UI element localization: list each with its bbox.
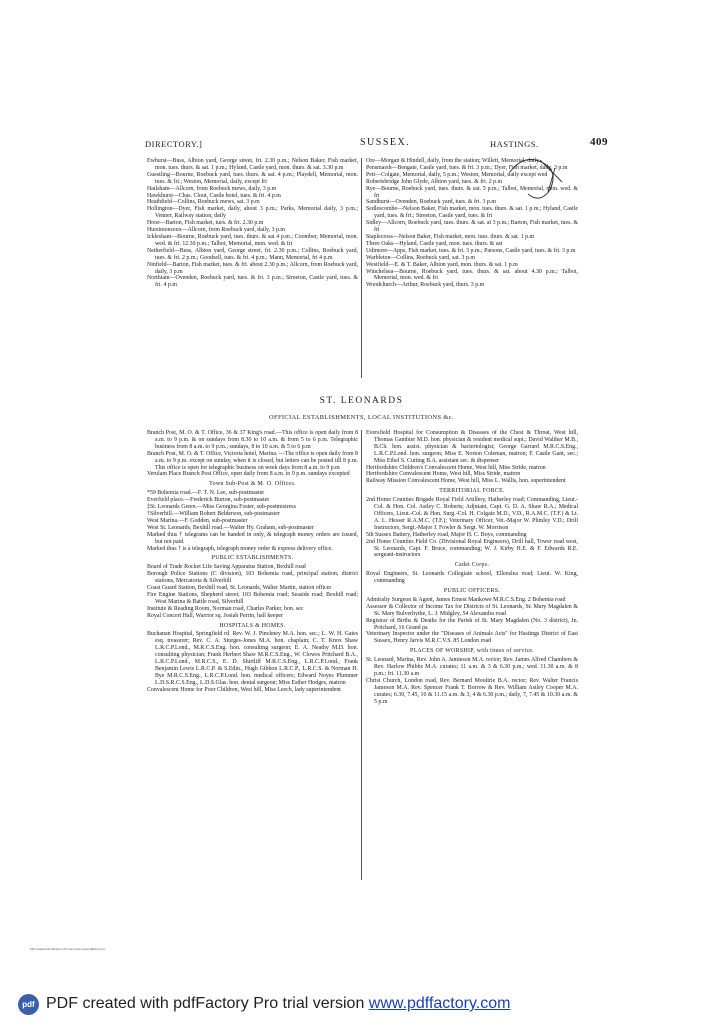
places-of-worship-heading: PLACES OF WORSHIP, with times of service. xyxy=(409,648,535,655)
sub-office-entry: Marked thus † is a telegraph, telegraph money order & express delivery office. xyxy=(147,545,333,552)
post-office-entry: Branch Post, M. O. & T. Office, Victoria hotel, Marina. —The office is open daily from 8 a.m. to 9 p.m. except on sunday, when it is closed, but letters can be posted till 8 p.m. This office is open for telegraphic business on week days from 8 a.m. to 9 p.m xyxy=(147,450,358,471)
carrier-entry: Three Oaks—Hyland, Castle yard, mon. tues. thurs. & sat xyxy=(366,240,503,247)
st-leonards-column-right xyxy=(366,430,578,706)
public-officers-list xyxy=(366,597,578,645)
territorial-list xyxy=(366,497,578,559)
footer-notice xyxy=(46,995,510,1013)
carrier-entry: Hollington—Dyer, Fish market, daily, about 3 p.m.; Parks, Memorial daily, 3 p.m.; Venner, Railway station, daily xyxy=(147,206,358,220)
cadet-heading: Cadet Corps. xyxy=(454,562,490,569)
sub-office-entry: Marked thus † telegrams can be handed in only, & telegraph money orders are issued, but not paid. xyxy=(147,531,358,545)
cadet-list xyxy=(366,571,578,585)
hospital-entry: Buchanan Hospital, Springfield rd. Rev. W. J. Pinckney M.A. hon. sec.; L. W. H. Gates esq. treasurer; Rev. C. A. Sturges-Jones M.A. hon. chaplain; C. T. Knox Shaw L.R.C.P.Lond., M.R.C.S.Eng. hon. consulting surgeon; E. A. Neathy M.D. hon. consulting physician; Frank Herbert Shaw M.R.C.S.Eng., W. Clowes Pritchard B.A., L.R.C.P.Lond., M.R.C.S., E. D. Shirtliff M.R.C.S.Eng., L.R.C.P.Lond., Frank Benjamin Lewis L.R.C.P. & S.Edin., Hugh Gibbon L.R.C.P., L.R.C.S. & Norman H. Bye M.R.C.S.Eng., L.R.C.P.Lond. hon. medical officers; Edward Noyes Plummer L.D.S.R.C.S.Eng., L.D.S.Glas. hon. dental surgeon; Miss Esther Hodges, matron xyxy=(147,631,358,686)
hospital-entry: Railway Mission Convalescent Home, West hill, Miss L. Wallis, hon. superintendent xyxy=(366,478,566,485)
carrier-entry: Rye—Bourne, Roebuck yard, tues. thurs. & sat. 5 p.m.; Talbot, Memorial, mon. wed. & fri xyxy=(366,185,578,199)
carrier-entry: Hurstmonceux—Allcorn, from Roebuck yard, daily, 3 p.m xyxy=(147,227,286,234)
header-left: DIRECTORY.] xyxy=(145,139,203,149)
carrier-entry: Ewhurst—Buss, Albion yard, George street, fri. 2.30 p.m.; Nelson Baker, Fish market, mon. tues. thurs. & sat. 1 p.m.; Hyland, Castle yard, mon. thurs. & sat. 3.30 p.m xyxy=(147,158,358,171)
carrier-entry: Pensmarsh—Bengate, Castle yard, tues. & fri. 3 p.m.; Dyer, Fish market, daily, 3 p.m xyxy=(366,164,568,171)
hospital-entry: Hertfordshire Convalescent Home, West hill, Miss Stride, matron xyxy=(366,471,521,478)
st-leonards-column-left xyxy=(147,430,358,694)
section-subtitle: OFFICIAL ESTABLISHMENTS, LOCAL INSTITUTIONS &c. xyxy=(268,414,455,421)
pdffactory-link[interactable]: www.pdffactory.com xyxy=(368,995,511,1012)
establishment-entry: Borough Police Stations (C division), 103 Bohemia road, principal station; district stations, Mercatoria & Silverhill xyxy=(147,571,358,585)
territorial-entry: 5th Sussex Battery, Hatherley road, Major H. C. Boys, commanding xyxy=(366,531,527,538)
worship-entry: St. Leonard, Marina, Rev. John A. Jamieson M.A. rector; Rev. James Alfred Chambers & Rev. Harlow Phibbs M.A. curates; 11 a.m. & 3 & 6.30 p.m.; wed. 11.30 a.m. & 8 p.m.; fri. 11.30 a.m xyxy=(366,657,578,677)
carrier-entry: Hailsham—Allcorn, from Roebuck mews, daily, 3 p.m xyxy=(147,185,277,192)
hospital-entry: Convalescent Home for Poor Children, West hill, Miss Leech, lady superintendent xyxy=(147,686,341,693)
sub-office-entry: ‡St. Leonards Green.—Miss Georgina Foster, sub-postmistress xyxy=(147,504,296,511)
carrier-entry: Udimore—Apps, Fish market, tues. & fri. 3 p.m.; Parsons, Castle yard, tues. & fri. 3 p.m xyxy=(366,247,576,254)
carrier-entry: Sandhurst—Ovenden, Roebuck yard, tues. & fri. 3 p.m xyxy=(366,199,496,206)
territorial-heading: TERRITORIAL FORCE. xyxy=(439,488,505,495)
carrier-entry: Staplecross—Nelson Baker, Fish market, mon. tues. thurs. & sat. 1 p.m xyxy=(366,233,535,240)
territorial-entry: 2nd Home Counties Field Co. (Divisional Royal Engineers), Drill hall, Tower road west, St. Leonards, Capt. F. Bruce, commanding; W. J. Kirby H.E. & F. Edwards R.E. sergeant-instructors xyxy=(366,538,578,559)
header-town: HASTINGS. xyxy=(490,139,539,149)
sub-office-entry: West St. Leonards, Bexhill road.—Walter Hy. Graham, sub-postmaster xyxy=(147,524,314,531)
carrier-entry: Westfield—E. & T. Baker, Albion yard, mon. thurs. & sat. 1 p.m xyxy=(366,261,518,268)
establishment-entry: Coast Guard Station, Bexhill road, St. Leonards, Walter Martin, station officer xyxy=(147,585,332,592)
carrier-entry: Warbleton—Collins, Roebuck yard, sat. 3 p.m xyxy=(366,254,475,261)
establishment-entry: Institute & Reading Room, Norman road, Charles Parker, hon. sec xyxy=(147,605,304,612)
carrier-entry: Woodchurch—Arthur, Roebuck yard, thurs. 3 p.m xyxy=(366,282,485,289)
footer-text: PDF created with pdfFactory Pro trial version xyxy=(46,995,369,1012)
officer-entry: Registrar of Births & Deaths for the Parish of St. Mary Magdalen (No. 3 district), Jn. Pritchard, 16 Grand pa xyxy=(366,617,578,631)
places-of-worship-list xyxy=(366,657,578,705)
sub-offices-list xyxy=(147,490,358,552)
officer-entry: Admiralty Surgeon & Agent, James Ernest Mankowe M.R.C.S.Eng. 2 Bohemia road xyxy=(366,596,566,603)
column-rule-top xyxy=(361,158,362,378)
officer-entry: Veterinary Inspector under the "Diseases of Animals Acts" for Hastings District of East Sussex, Henry Jarvis M.R.C.V.S. 85 London road xyxy=(366,631,578,645)
page-number: 409 xyxy=(590,136,608,148)
establishment-entry: Fire Engine Stations, Shepherd street; 103 Bohemia road; Seaside road; Bexhill road; West Marina & Battle road, Silverhill xyxy=(147,591,358,605)
carrier-entry: Northiam—Ovenden, Roebuck yard, tues. & fri. 3 p.m.; Streeton, Castle yard, tues. & fri. 4 p.m xyxy=(147,275,358,289)
column-rule-bottom xyxy=(361,430,362,880)
hospitals-list xyxy=(147,631,358,693)
carrier-entry: Ninfield—Barton, Fish market, tues. & fri. about 2.30 p.m.; Allcorn, from Roebuck yard, daily, 3 p.m xyxy=(147,261,358,275)
pdf-logo-icon: pdf xyxy=(18,994,39,1015)
post-offices-list xyxy=(147,430,358,478)
hospital-entry: Hertfordshire Children's Convalescent Home, West hill, Miss Stride, matron xyxy=(366,464,546,471)
carrier-entry: Sidley—Allcorn, Roebuck yard, tues. thurs. & sat. at 3 p.m.; Barton, Fish market, tues. & fri xyxy=(366,220,578,234)
carrier-entry: Guestling—Bourne, Roebuck yard, tues. thurs. & sat. 4 p.m.; Playdell, Memorial, mon. tues. & fri.; Weston, Memorial, daily, except fri xyxy=(147,171,358,185)
carrier-entry: Winchelsea—Bourne, Roebuck yard, tues. thurs. & sat. about 4.30 p.m.; Talbot, Memorial, mon. wed. & fri xyxy=(366,268,578,282)
carrier-entry: Hooe—Barton, Fish market, tues. & fri. 2.30 p.m xyxy=(147,220,264,227)
carriers-column-right xyxy=(366,158,578,289)
carrier-entry: Sedlescombe—Nelson Baker, Fish market, mon. tues. thurs. & sat. 1 p.m.; Hyland, Castle yard, tues. & fri.; Streeton, Castle yard, tues. & fri xyxy=(366,206,578,220)
carrier-entry: Ore—Morgan & Hindell, daily, from the station; Willett, Memorial, daily xyxy=(366,158,540,164)
sub-office-entry: West Marina.—F. Godden, sub-postmaster xyxy=(147,517,248,524)
establishment-entry: Board of Trade Rocket Life Saving Apparatus Station, Bexhill road xyxy=(147,564,306,571)
cadet-entry: Royal Engineers, St. Leonards Collegiate school, Ellenslea road; Lieut. W. King, commanding xyxy=(366,571,578,585)
carrier-entry: Robertsbridge John Glyde, Albion yard, tues. & fri. 2 p.m xyxy=(366,178,503,185)
territorial-entry: 2nd Home Counties Brigade Royal Field Artillery, Hatherley road; Commanding, Lieut.-Col. & Hon. Col. Astley C. Roberts; Adjutant, Capt. G. D. A. Shaw R.A.; Medical Officers, Lieut.-Col. & Hon. Surg.-Col. H. Colgate M.D., V.D., R.A.M.C. (T.F.) & Lt. A. L. Hesser R.A.M.C. (T.F.); Veterinary Officer, Vet.-Major W. Plimley V.D.; Drill Instructors, Sergt.-Major J. Fowler & Sergt. W. Morrison xyxy=(366,497,578,531)
carrier-entry: Hawkhurst—Chas. Clout, Castle hotel, tues. & fri. 4 p.m xyxy=(147,192,281,199)
sub-office-entry: Everfield place.—Frederick Burton, sub-postmaster xyxy=(147,497,270,504)
hospital-entry: Eversfield Hospital for Consumption & Diseases of the Chest & Throat, West hill, Thomas Gambier M.D. hon. physician & resident medical supt.; David Walther M.B., B.Ch. hon. assist. physician & bacteriologist; George Garrard M.R.C.S.Eng., L.R.C.P.Lond. hon. surgeon; Miss E. Norton Coleman, matron; F. Castle Gant, sec.; Miss Ethel S. Cutting B.A. assistant sec. & dispenser xyxy=(366,430,578,464)
public-officers-heading: PUBLIC OFFICERS. xyxy=(443,588,501,595)
carrier-entry: Netherfield—Buss, Albion yard, George street, fri. 2.30 p.m.; Collins, Roebuck yard, tues. & fri. 2 p.m.; Goodsell, tues. & fri. 4 p.m.; Mann, Memorial, fri 4 p.m xyxy=(147,247,358,261)
header-county: SUSSEX. xyxy=(360,137,411,148)
public-establishments-heading: PUBLIC ESTABLISHMENTS. xyxy=(211,555,294,562)
sub-offices-heading: Town Sub-Post & M. O. Offices. xyxy=(209,481,296,488)
post-office-entry: Branch Post, M. O. & T. Office, 36 & 37 King's road.—This office is open daily from 8 a.m. to 9 p.m. & on sundays from 8.30 to 10 a.m. & from 5 to 6 p.m. Telegraphic business from 8 a.m. to 9 p.m.; sundays, 8 to 10 a.m. & 5 to 6 p.m xyxy=(147,430,358,450)
sub-office-entry: †Silverhill.—William Robert Belderson, sub-postmaster xyxy=(147,510,280,517)
hospitals-heading: HOSPITALS & HOMES. xyxy=(219,622,286,629)
carrier-entry: Pett—Colgate, Memorial, daily, 5 p.m.; Weston, Memorial, daily except wed xyxy=(366,171,548,178)
section-title: ST. LEONARDS xyxy=(319,396,404,406)
sub-office-entry: *59 Bohemia road.—F. T. N. Lee, sub-postmaster xyxy=(147,490,265,497)
tiny-watermark-note: PDF created with pdfFactory Pro trial version www.pdffactory.com xyxy=(30,948,106,951)
carriers-column-left xyxy=(147,158,358,289)
carrier-entry: Icklesham—Bourne, Roebuck yard, tues. thurs. & sat 4 p.m.; Coomber, Memorial, mon. wed. & fri. 12.30 p.m.; Talbot, Memorial, mon. wed. & fri xyxy=(147,233,358,247)
carrier-entry: Heathfield—Collins, Roebuck mews, sat. 3 p.m xyxy=(147,199,260,206)
establishment-entry: Royal Concert Hall, Warrior sq. Josiah Perrin, hall keeper xyxy=(147,612,284,619)
pdf-footer-bar xyxy=(0,993,723,1023)
hospitals-continued-list xyxy=(366,430,578,485)
worship-entry: Christ Church, London road, Rev. Bernard Moultrie B.A. rector; Rev. Walter Francis Jameson M.A. Rev. Spencer Frank T. Borrow & Rev. William Astley Cooper M.A. curates; 6.30, 7.45, 10 & 11.15 a.m. & 3, 4 & 6.30 p.m.; daily, 7, 7.45 & 10.30 a.m. & 5 p.m xyxy=(366,677,578,705)
post-office-entry: Verulam Place Branch Post Office, open daily from 8 a.m. to 9 p.m. sundays excepted xyxy=(147,471,350,478)
public-establishments-list xyxy=(147,564,358,619)
officer-entry: Assessor & Collector of Income Tax for Districts of St. Leonards, St. Mary Magdalen & St. Mary Bulverhythe, L. J. Midgley, 54 Alexandra road xyxy=(366,603,578,617)
